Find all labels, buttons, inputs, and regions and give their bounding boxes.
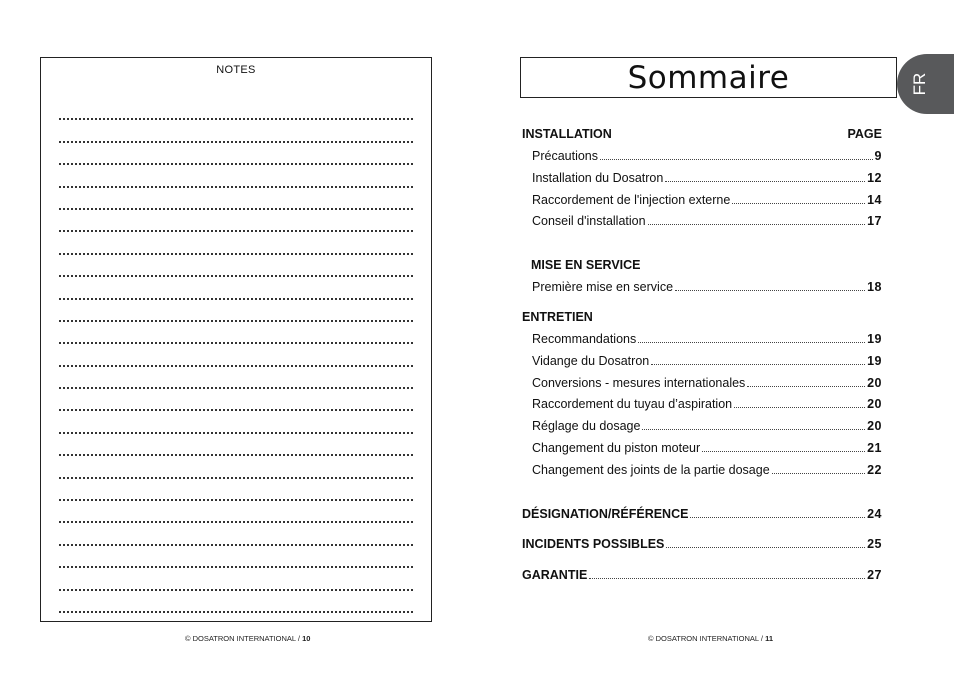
toc-installation-header <box>522 127 882 141</box>
notes-line <box>59 479 413 501</box>
toc-row <box>522 397 882 419</box>
toc-entretien <box>522 310 882 324</box>
notes-line <box>59 165 413 187</box>
toc-row-leader <box>665 181 865 182</box>
toc-row <box>522 568 882 582</box>
toc-row-leader <box>702 451 865 452</box>
toc-row <box>522 441 882 463</box>
page-title: Sommaire <box>627 60 790 96</box>
toc-page-heading: PAGE <box>847 127 882 141</box>
notes-line <box>59 232 413 254</box>
toc-row-label: Recommandations <box>532 332 637 346</box>
toc-row <box>522 193 882 215</box>
toc-row <box>522 171 882 193</box>
toc-row-label: Précautions <box>532 149 599 163</box>
toc-row <box>522 463 882 485</box>
footer-left <box>185 634 310 643</box>
toc-row-label: INCIDENTS POSSIBLES <box>522 537 665 551</box>
toc-row-page: 9 <box>874 149 882 163</box>
notes-title: NOTES <box>216 64 256 76</box>
toc-row-leader <box>732 203 865 204</box>
toc-row <box>522 354 882 376</box>
toc-row-page: 22 <box>867 462 882 477</box>
toc-row-label: Première mise en service <box>532 280 674 294</box>
toc-row-page: 14 <box>867 192 882 207</box>
toc-row-leader <box>651 364 865 365</box>
toc-designation <box>522 507 882 521</box>
notes-line <box>59 389 413 411</box>
toc-row-label: Conversions - mesures internationales <box>532 375 746 390</box>
toc-row-label: Raccordement de l'injection externe <box>532 192 731 207</box>
toc-row-page: 24 <box>867 507 882 521</box>
toc-row <box>522 419 882 441</box>
notes-line <box>59 143 413 165</box>
notes-box <box>40 57 432 622</box>
notes-line <box>59 98 413 120</box>
notes-line <box>59 188 413 210</box>
toc-row-page: 18 <box>867 280 882 294</box>
toc-row-page: 19 <box>867 332 882 346</box>
toc-entretien-list <box>522 332 882 485</box>
toc-installation-list <box>522 149 882 236</box>
toc-row-leader <box>638 342 865 343</box>
toc-row-label: Réglage du dosage <box>532 419 641 434</box>
toc-row-label: DÉSIGNATION/RÉFÉRENCE <box>522 507 689 521</box>
toc-row-label: GARANTIE <box>522 568 588 582</box>
notes-line <box>59 568 413 590</box>
toc-row-page: 19 <box>867 353 882 368</box>
notes-line <box>59 434 413 456</box>
notes-line <box>59 255 413 277</box>
title-box <box>520 57 897 98</box>
toc-row <box>522 332 882 354</box>
notes-line <box>59 277 413 299</box>
toc-row-leader <box>690 517 865 518</box>
notes-line <box>59 322 413 344</box>
toc-row <box>522 376 882 398</box>
toc-row-label: Installation du Dosatron <box>532 170 664 185</box>
notes-line <box>59 456 413 478</box>
toc-mise-en-service-heading: MISE EN SERVICE <box>531 258 641 272</box>
toc-row-label: Vidange du Dosatron <box>532 353 650 368</box>
notes-line <box>59 501 413 523</box>
toc-row-page: 27 <box>867 568 882 582</box>
toc-installation <box>522 127 882 141</box>
toc-incidents <box>522 537 882 551</box>
toc-row <box>522 537 882 551</box>
toc-row-page: 17 <box>867 214 882 229</box>
toc-mise-en-service <box>522 258 882 272</box>
toc-row-leader <box>734 407 865 408</box>
footer-right-page: 11 <box>765 634 774 643</box>
toc-row-leader <box>772 473 865 474</box>
toc-row-label: Changement des joints de la partie dosage <box>532 462 770 477</box>
footer-left-text: © DOSATRON INTERNATIONAL / <box>185 634 300 643</box>
toc-row-leader <box>675 290 865 291</box>
toc-row-page: 25 <box>867 537 882 551</box>
toc-row <box>522 214 882 236</box>
toc-mise-en-service-list <box>522 280 882 302</box>
toc-installation-heading: INSTALLATION <box>522 127 612 141</box>
notes-line <box>59 210 413 232</box>
toc-row-leader <box>600 159 873 160</box>
notes-line <box>59 120 413 142</box>
toc-row-page: 21 <box>867 440 882 455</box>
notes-line <box>59 344 413 366</box>
toc-row-leader <box>747 386 865 387</box>
notes-lines <box>59 98 413 613</box>
footer-right-text: © DOSATRON INTERNATIONAL / <box>648 634 763 643</box>
toc-row-leader <box>666 547 865 548</box>
footer-left-page: 10 <box>302 634 311 643</box>
notes-line <box>59 523 413 545</box>
notes-line <box>59 411 413 433</box>
toc-row-page: 20 <box>867 397 882 412</box>
toc-row <box>522 507 882 521</box>
toc-row-leader <box>642 429 865 430</box>
notes-line <box>59 367 413 389</box>
toc-row-label: Conseil d'installation <box>532 214 646 229</box>
toc-row <box>522 149 882 171</box>
toc-row-label: Changement du piston moteur <box>532 440 701 455</box>
notes-line <box>59 300 413 322</box>
toc-row <box>522 280 882 302</box>
toc-row-page: 20 <box>867 419 882 434</box>
language-tab-label: FR <box>910 72 929 96</box>
toc-row-leader <box>648 224 866 225</box>
toc-garantie <box>522 568 882 582</box>
toc-row-page: 12 <box>867 170 882 185</box>
footer-right <box>648 634 773 643</box>
toc-row-leader <box>589 578 865 579</box>
notes-line <box>59 591 413 613</box>
notes-line <box>59 546 413 568</box>
toc-row-label: Raccordement du tuyau d’aspiration <box>532 397 733 412</box>
toc-row-page: 20 <box>867 375 882 390</box>
toc-entretien-heading: ENTRETIEN <box>522 310 593 324</box>
